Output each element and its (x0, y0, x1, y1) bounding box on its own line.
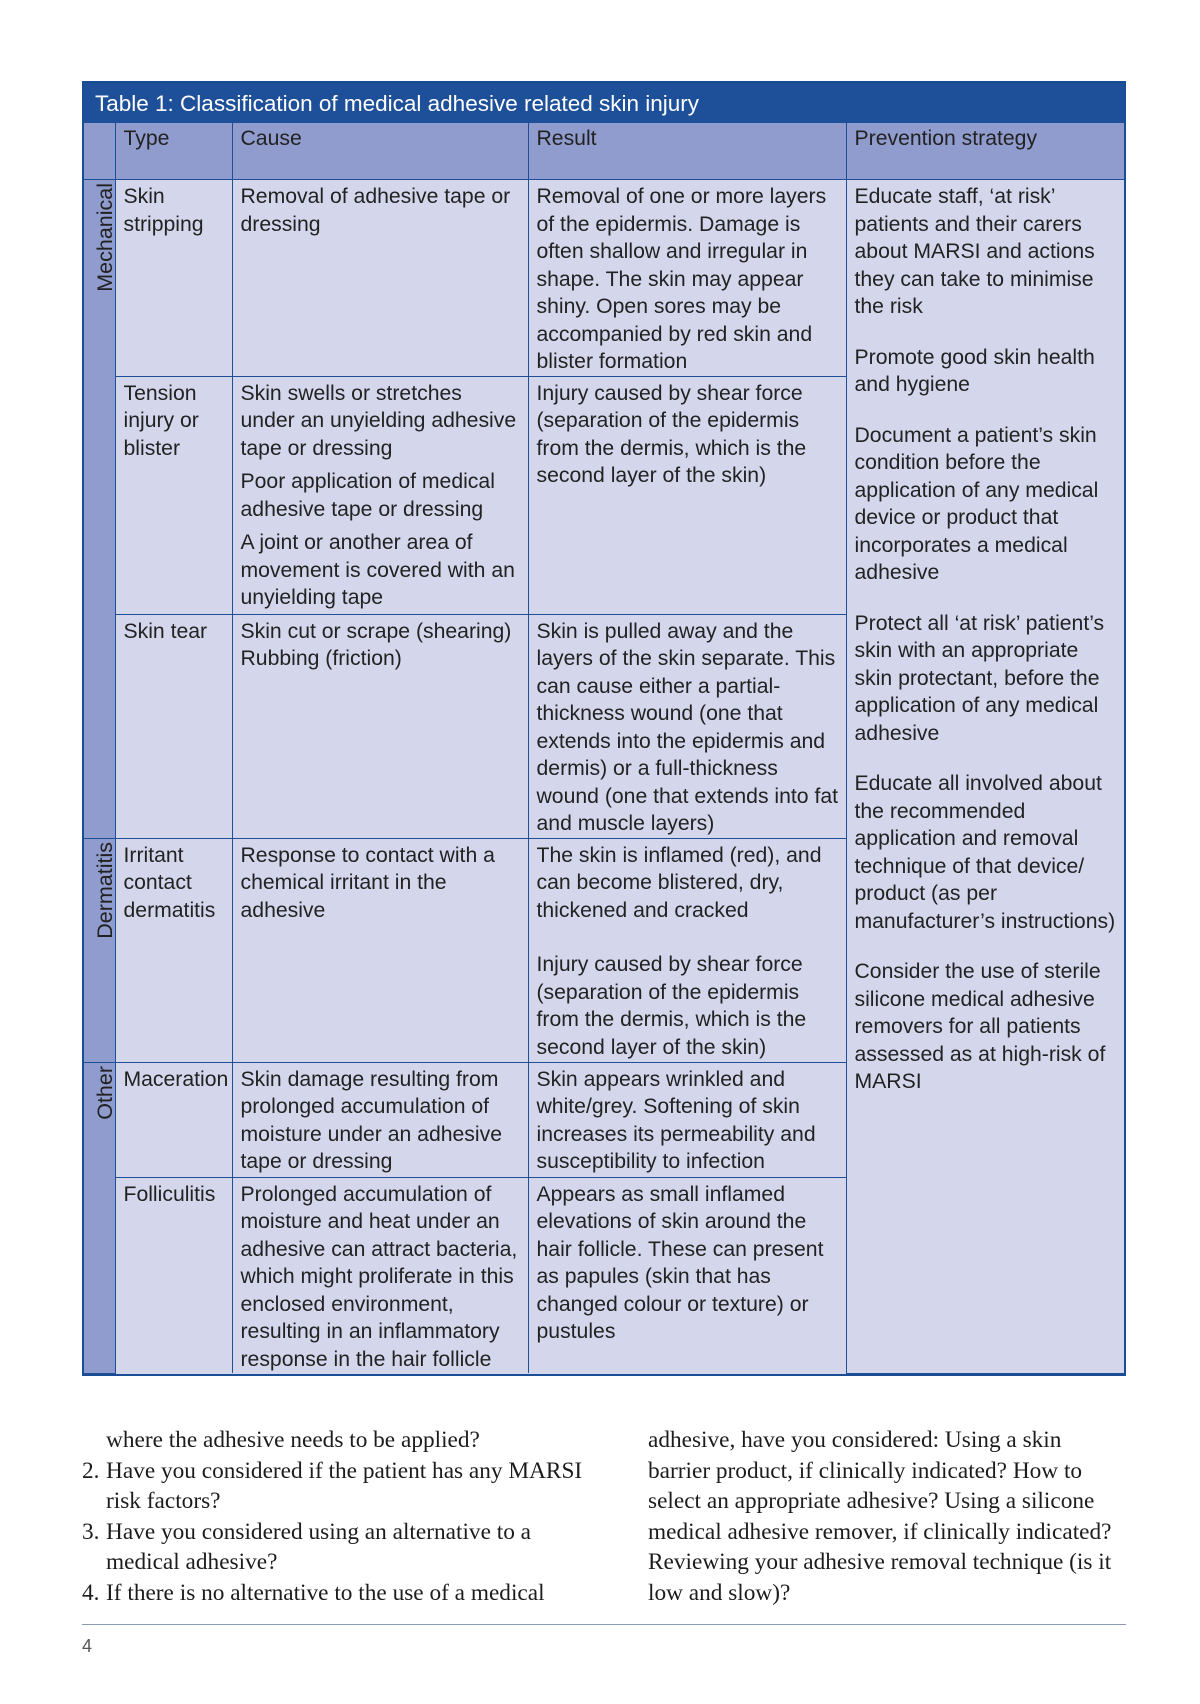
continuation-text: where the adhesive needs to be applied? (106, 1427, 480, 1453)
type-cell: Irritant contact dermatitis (115, 838, 232, 1062)
type-cell: Tension injury or blister (115, 376, 232, 614)
category-label: Mechanical (93, 183, 117, 292)
type-cell: Skin stripping (115, 180, 232, 377)
result-cell: The skin is inflamed (red), and can become blistered, dry, thickened and cracked Injury caused by shear force (separation of the epidermis from the dermis, which is the second layer of the skin) (528, 838, 846, 1062)
prevention-item: Document a patient’s skin condition before the application of any medical device or product that incorporates a medical adhesive (854, 423, 1099, 584)
question-list (82, 1456, 602, 1609)
header-cause: Cause (232, 123, 528, 180)
prevention-item: Educate all involved about the recommended application and removal technique of that device/ product (as per manufacturer’s instructions) (854, 772, 1116, 933)
result-cell: Removal of one or more layers of the epidermis. Damage is often shallow and irregular in shape. The skin may appear shiny. Open sores may be accompanied by red skin and blister formation (528, 180, 846, 377)
table-row (84, 180, 1124, 377)
category-label: Dermatitis (93, 841, 117, 939)
result-cell: Skin appears wrinkled and white/grey. Softening of skin increases its permeability and susceptibility to infection (528, 1062, 846, 1177)
cause-cell: Removal of adhesive tape or dressing (232, 180, 528, 377)
list-item: 2. Have you considered if the patient has any MARSI risk factors? (82, 1457, 583, 1514)
cause-cell: Response to contact with a chemical irritant in the adhesive (232, 838, 528, 1062)
marsi-classification-table (82, 81, 1126, 1376)
list-item: 3. Have you considered using an alternative to a medical adhesive? (82, 1518, 532, 1575)
result-cell: Skin is pulled away and the layers of the skin separate. This can cause either a partial-thickness wound (one that extends into the epidermis and dermis) or a full-thickness wound (one that extends into fat and muscle layers) (528, 614, 846, 838)
body-right-column (648, 1425, 1128, 1608)
cause-cell: Skin damage resulting from prolonged accumulation of moisture under an adhesive tape or dressing (232, 1062, 528, 1177)
cause-cell: Skin cut or scrape (shearing) Rubbing (friction) (232, 614, 528, 838)
table-grid (84, 123, 1124, 1374)
table-title: Table 1: Classification of medical adhesive related skin injury (84, 83, 1124, 123)
body-paragraph: adhesive, have you considered: Using a skin barrier product, if clinically indicated? How to select an appropriate adhesive? Using a silicone medical adhesive remover, if clinically indicated? Reviewing your adhesive removal technique (is it low and slow)? (648, 1427, 1112, 1606)
header-type: Type (115, 123, 232, 180)
footer-divider (82, 1624, 1126, 1625)
type-cell: Folliculitis (115, 1177, 232, 1373)
prevention-item: Educate staff, ‘at risk’ patients and their carers about MARSI and actions they can take to minimise the risk (854, 185, 1095, 318)
result-cell: Injury caused by shear force (separation of the epidermis from the dermis, which is the second layer of the skin) (528, 376, 846, 614)
prevention-strategy-cell (846, 180, 1124, 1374)
page-number: 4 (82, 1636, 93, 1656)
category-label: Other (93, 1065, 117, 1120)
header-prevention: Prevention strategy (846, 123, 1124, 180)
cause-cell: Skin swells or stretches under an unyielding adhesive tape or dressing Poor application of medical adhesive tape or dressing A joint or another area of movement is covered with an unyielding tape (232, 376, 528, 614)
cause-cell: Prolonged accumulation of moisture and heat under an adhesive can attract bacteria, which might proliferate in this enclosed environment, resulting in an inflammatory response in the hair follicle (232, 1177, 528, 1373)
body-left-column (82, 1425, 602, 1608)
category-dermatitis (84, 838, 115, 1062)
category-mechanical (84, 180, 115, 839)
type-cell: Skin tear (115, 614, 232, 838)
type-cell: Maceration (115, 1062, 232, 1177)
result-cell: Appears as small inflamed elevations of skin around the hair follicle. These can present as papules (skin that has changed colour or texture) or pustules (528, 1177, 846, 1373)
list-item: 4. If there is no alternative to the use of a medical (82, 1579, 545, 1606)
category-other (84, 1062, 115, 1373)
prevention-item: Promote good skin health and hygiene (854, 345, 1095, 396)
header-result: Result (528, 123, 846, 180)
header-category (84, 123, 115, 180)
prevention-item: Protect all ‘at risk’ patient’s skin with an appropriate skin protectant, before the application of any medical adhesive (854, 611, 1105, 745)
prevention-item: Consider the use of sterile silicone medical adhesive removers for all patients assessed as at high-risk of MARSI (854, 960, 1106, 1093)
header-row (84, 123, 1124, 180)
